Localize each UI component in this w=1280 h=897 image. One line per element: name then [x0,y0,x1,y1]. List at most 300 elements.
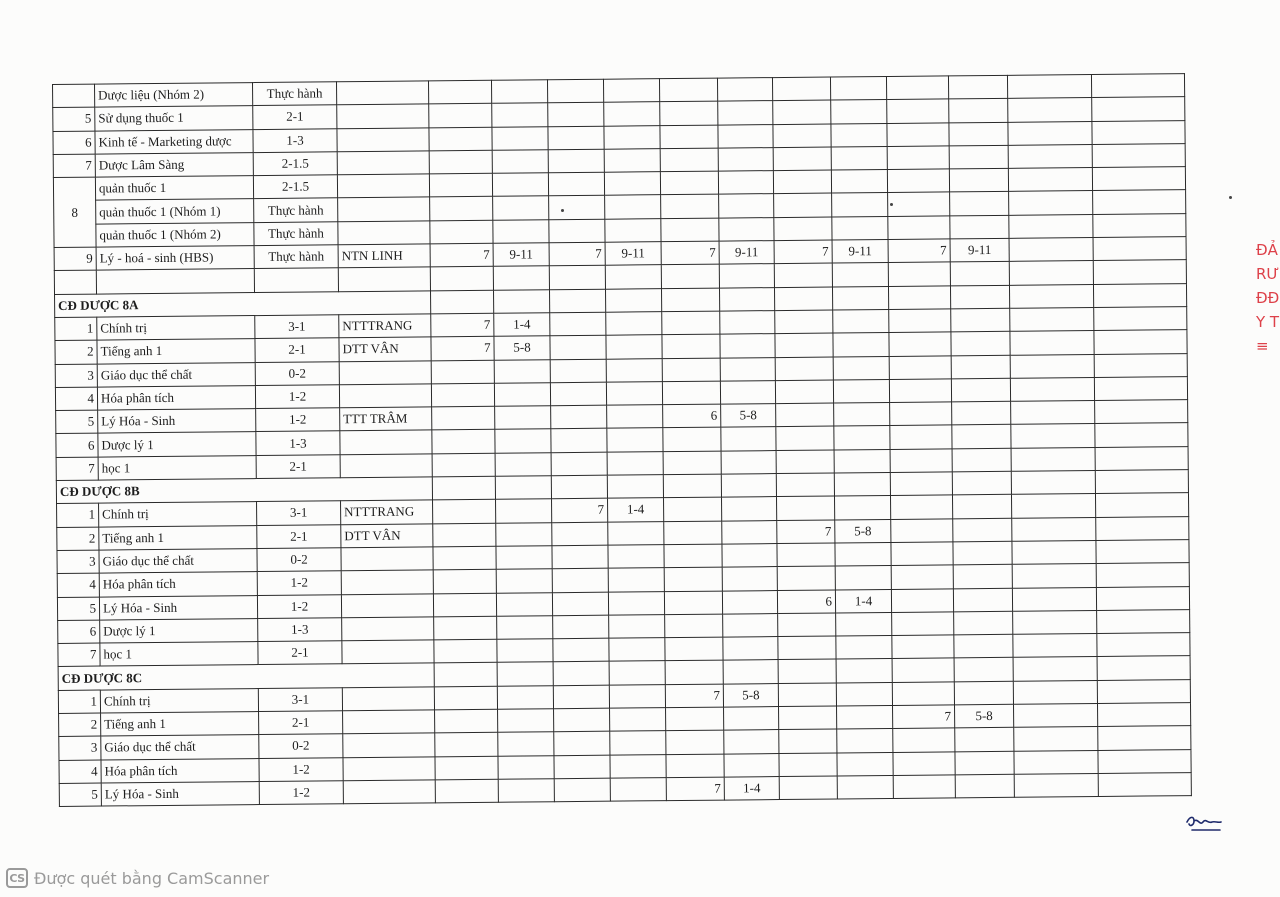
credit-hours: 2-1.5 [253,152,337,176]
schedule-day [775,333,833,357]
schedule-periods [609,638,665,662]
credit-hours: 0-2 [255,361,339,385]
schedule-day [891,565,953,589]
row-number: 6 [58,620,100,644]
subject-name: học 1 [100,642,258,667]
schedule-periods [496,522,552,546]
schedule-periods [720,311,775,335]
schedule-day [1011,424,1095,448]
schedule-day [664,567,722,591]
schedule-day [435,779,498,803]
schedule-day [663,451,721,475]
schedule-periods [1097,679,1190,703]
subject-name: Dược liệu (Nhóm 2) [95,83,253,108]
schedule-day [889,355,951,379]
schedule-cell [663,474,721,498]
schedule-day [1014,750,1098,774]
schedule-periods [949,145,1008,169]
schedule-periods [497,685,553,709]
stamp-text: Y T [1256,313,1280,331]
teacher-name [341,593,433,617]
camscanner-logo-icon: CS [6,868,28,888]
schedule-table [52,73,1192,807]
schedule-periods [834,449,890,473]
schedule-day [549,219,605,243]
schedule-day [890,495,952,519]
subject-name: học 1 [98,455,256,480]
schedule-day [1010,331,1094,355]
subject-name: Giáo dục thể chất [99,548,257,573]
schedule-day [432,453,495,477]
schedule-periods [1091,74,1184,98]
credit-hours: 2-1.5 [253,175,337,199]
schedule-periods [607,451,663,475]
teacher-name [337,104,429,128]
schedule-day [1012,564,1096,588]
schedule-day [547,79,603,103]
schedule-periods [1095,423,1188,447]
subject-name: Sử dụng thuốc 1 [95,106,253,131]
schedule-cell [723,660,778,684]
schedule-periods [492,126,548,150]
schedule-periods [1093,213,1186,237]
schedule-day [886,76,948,100]
schedule-day [1014,773,1098,797]
credit-hours: 1-3 [253,128,337,152]
schedule-periods [496,499,552,523]
schedule-day [429,173,492,197]
schedule-periods: 9-11 [719,241,774,265]
schedule-periods [954,634,1013,658]
schedule-periods [837,752,893,776]
schedule-periods [606,335,662,359]
schedule-periods [833,309,889,333]
schedule-periods: 9-11 [950,238,1009,262]
schedule-periods [722,543,777,567]
row-number: 3 [57,550,99,574]
schedule-cell [950,285,1009,309]
teacher-name [339,384,431,408]
scan-speck [561,209,564,212]
schedule-day [889,309,951,333]
schedule-cell [495,476,551,500]
teacher-name: NTTTRANG [339,314,431,338]
credit-hours: 2-1 [256,455,340,479]
credit-hours: 3-1 [257,501,341,525]
schedule-periods [1095,446,1188,470]
schedule-periods [835,542,891,566]
schedule-day [664,544,722,568]
schedule-cell [607,475,663,499]
schedule-day [1009,261,1093,285]
row-number: 2 [57,527,99,551]
schedule-periods [721,427,776,451]
row-number: 7 [53,154,95,178]
schedule-periods: 5-8 [835,519,891,543]
schedule-periods [832,193,888,217]
schedule-periods [496,592,552,616]
credit-hours: 2-1 [253,105,337,129]
schedule-day [1008,144,1092,168]
subject-name: Hóa phân tích [97,385,255,410]
schedule-cell [778,659,836,683]
schedule-cell [553,662,609,686]
schedule-periods [606,382,662,406]
schedule-periods [495,429,551,453]
schedule-periods [836,682,892,706]
schedule-periods: 9-11 [832,240,888,264]
schedule-day [435,756,498,780]
schedule-cell [1011,471,1095,495]
schedule-day [777,543,835,567]
camscanner-watermark [6,866,269,890]
schedule-day [428,80,491,104]
credit-hours: 1-2 [256,408,340,432]
schedule-day [1010,354,1094,378]
teacher-name [338,221,430,245]
schedule-periods [837,729,893,753]
schedule-day [1008,121,1092,145]
row-number: 8 [53,177,96,247]
credit-hours: Thực hành [254,245,338,269]
subject-name: quản thuốc 1 (Nhóm 2) [96,222,254,247]
schedule-day [779,706,837,730]
row-number: 3 [55,364,97,388]
schedule-periods [831,146,887,170]
row-number: 2 [55,340,97,364]
schedule-periods [955,774,1014,798]
schedule-day [660,101,718,125]
subject-name: Giáo dục thể chất [97,362,255,387]
schedule-day [550,359,606,383]
schedule-day [774,263,832,287]
schedule-day [660,148,718,172]
schedule-periods: 5-8 [721,404,776,428]
schedule-periods [604,125,660,149]
schedule-periods [723,637,778,661]
schedule-day [435,709,498,733]
schedule-periods [721,497,776,521]
schedule-periods [718,124,773,148]
schedule-periods [610,778,666,802]
schedule-day [773,147,831,171]
stamp-text: ĐẢ [1256,241,1278,259]
schedule-periods [835,566,891,590]
schedule-day [774,194,832,218]
schedule-periods [722,590,777,614]
schedule-day [554,708,610,732]
schedule-day [435,733,498,757]
schedule-day [664,521,722,545]
schedule-periods [1098,726,1191,750]
schedule-day [661,195,719,219]
schedule-periods [720,357,775,381]
schedule-periods [837,705,893,729]
schedule-periods [494,383,550,407]
schedule-periods [834,403,890,427]
schedule-periods [1092,120,1185,144]
subject-name: Dược lý 1 [98,432,256,457]
schedule-periods [719,217,774,241]
schedule-day [892,682,954,706]
schedule-day [663,428,721,452]
credit-hours: 0-2 [259,734,343,758]
credit-hours: 2-1 [255,338,339,362]
schedule-day [554,778,610,802]
subject-name: Dược Lâm Sàng [95,152,253,177]
section-title: CĐ DƯỢC 8C [58,663,434,690]
teacher-name: NTTTRANG [341,500,433,524]
schedule-day [432,430,495,454]
schedule-day [1012,587,1096,611]
subject-name: Lý - hoá - sinh (HBS) [96,246,254,271]
schedule-periods [604,149,660,173]
subject-name: Giáo dục thể chất [101,735,259,760]
credit-hours: Thực hành [254,198,338,222]
subject-name [96,269,254,294]
section-title: CĐ DƯỢC 8B [56,477,432,504]
schedule-cell [832,286,888,310]
schedule-periods: 1-4 [608,498,664,522]
teacher-name [343,710,435,734]
schedule-day [429,150,492,174]
schedule-day [892,635,954,659]
schedule-periods: 5-8 [723,683,778,707]
schedule-periods [1096,540,1189,564]
schedule-day [434,616,497,640]
schedule-day [550,382,606,406]
schedule-day [549,196,605,220]
schedule-periods [951,332,1010,356]
schedule-periods [950,262,1009,286]
schedule-cell [434,663,497,687]
schedule-day [1011,401,1095,425]
schedule-periods [719,264,774,288]
schedule-periods [953,565,1012,589]
teacher-name: DTT VÂN [341,524,433,548]
credit-hours: 1-2 [255,385,339,409]
schedule-periods [952,425,1011,449]
schedule-day [891,588,953,612]
schedule-periods [834,426,890,450]
teacher-name [337,151,429,175]
schedule-cell [721,474,776,498]
schedule-day: 6 [663,404,721,428]
signature-mark [1186,812,1222,834]
credit-hours: 1-2 [259,757,343,781]
schedule-periods [953,518,1012,542]
schedule-day [548,103,604,127]
credit-hours: 1-2 [259,781,343,805]
schedule-day [773,124,831,148]
schedule-day [778,683,836,707]
schedule-day [887,99,949,123]
stamp-text: ĐĐ [1256,289,1280,307]
schedule-day [554,755,610,779]
schedule-periods [605,265,661,289]
schedule-periods [1094,307,1187,331]
schedule-periods [955,751,1014,775]
schedule-periods [949,122,1008,146]
schedule-periods [492,103,548,127]
schedule-periods: 5-8 [494,336,550,360]
credit-hours: 1-2 [257,571,341,595]
schedule-cell [719,287,774,311]
schedule-periods [1096,563,1189,587]
schedule-cell [1009,284,1093,308]
schedule-periods [493,266,549,290]
schedule-periods [495,452,551,476]
schedule-day [890,449,952,473]
schedule-day [666,730,724,754]
schedule-periods [955,728,1014,752]
scan-speck [1229,196,1232,199]
schedule-day [554,731,610,755]
schedule-day: 7 [661,241,719,265]
schedule-periods [723,613,778,637]
schedule-day [433,500,496,524]
subject-name: Chính trị [100,688,258,713]
schedule-periods [1098,773,1191,797]
schedule-day [776,450,834,474]
schedule-periods: 9-11 [605,242,661,266]
schedule-day [430,267,493,291]
subject-name: Lý Hóa - Sinh [99,595,257,620]
schedule-periods [718,101,773,125]
schedule-day [434,686,497,710]
schedule-day [1013,634,1097,658]
schedule-day [887,146,949,170]
subject-name: Tiếng anh 1 [99,525,257,550]
schedule-cell [836,659,892,683]
schedule-periods [610,708,666,732]
schedule-day [1011,447,1095,471]
schedule-day [776,426,834,450]
schedule-periods [1097,609,1190,633]
subject-name: Lý Hóa - Sinh [101,781,259,806]
schedule-cell [665,661,723,685]
schedule-day [434,639,497,663]
schedule-periods [603,79,659,103]
schedule-day [772,77,830,101]
schedule-day [548,172,604,196]
credit-hours: Thực hành [252,82,336,106]
schedule-periods [720,334,775,358]
schedule-cell [551,475,607,499]
scan-speck [890,203,893,206]
schedule-periods [952,401,1011,425]
schedule-periods [497,616,553,640]
schedule-periods [1095,493,1188,517]
schedule-periods [605,218,661,242]
schedule-periods [722,520,777,544]
schedule-periods [949,169,1008,193]
schedule-day [1012,517,1096,541]
row-number: 4 [59,760,101,784]
schedule-periods [834,496,890,520]
schedule-periods [718,171,773,195]
schedule-periods [610,731,666,755]
schedule-cell [834,473,890,497]
schedule-periods [1092,144,1185,168]
schedule-day [553,615,609,639]
schedule-day [552,545,608,569]
schedule-periods [954,611,1013,635]
schedule-periods [719,194,774,218]
schedule-periods [605,195,661,219]
schedule-cell [774,287,832,311]
teacher-name [337,127,429,151]
stamp-text: RƯ [1256,265,1280,283]
schedule-periods [604,102,660,126]
schedule-day [1010,377,1094,401]
schedule-day: 7 [777,520,835,544]
schedule-cell [1095,470,1188,494]
schedule-day [550,312,606,336]
schedule-periods [607,428,663,452]
schedule-day [1011,494,1095,518]
schedule-day: 7 [774,240,832,264]
subject-name: Dược lý 1 [100,618,258,643]
schedule-cell [1093,283,1186,307]
credit-hours: 3-1 [258,687,342,711]
row-number: 5 [53,107,95,131]
schedule-cell [888,286,950,310]
schedule-day [430,220,493,244]
schedule-periods [496,569,552,593]
schedule-periods [493,196,549,220]
schedule-periods [498,709,554,733]
schedule-day [432,406,495,430]
schedule-periods [836,636,892,660]
schedule-day [888,216,950,240]
schedule-periods [1093,190,1186,214]
schedule-periods [831,170,887,194]
teacher-name [339,360,431,384]
schedule-periods [721,450,776,474]
schedule-day [429,104,492,128]
schedule-periods [1096,586,1189,610]
row-number: 3 [59,736,101,760]
schedule-day: 7 [431,313,494,337]
schedule-cell [776,473,834,497]
teacher-name [343,756,435,780]
row-number: 1 [55,317,97,341]
schedule-day [549,266,605,290]
subject-name: Tiếng anh 1 [97,339,255,364]
schedule-periods [498,732,554,756]
schedule-cell [493,289,549,313]
schedule-periods [1094,353,1187,377]
schedule-day [1013,680,1097,704]
schedule-day [662,311,720,335]
credit-hours: Thực hành [254,222,338,246]
schedule-periods [1092,97,1185,121]
schedule-day [661,218,719,242]
schedule-periods [833,379,889,403]
schedule-periods [948,75,1007,99]
schedule-day: 7 [666,777,724,801]
schedule-periods [1094,330,1187,354]
schedule-day [777,566,835,590]
teacher-name [336,81,428,105]
schedule-periods [608,545,664,569]
schedule-periods [837,775,893,799]
schedule-day: 7 [430,243,493,267]
schedule-periods [1097,703,1190,727]
schedule-day [664,497,722,521]
schedule-day [660,125,718,149]
